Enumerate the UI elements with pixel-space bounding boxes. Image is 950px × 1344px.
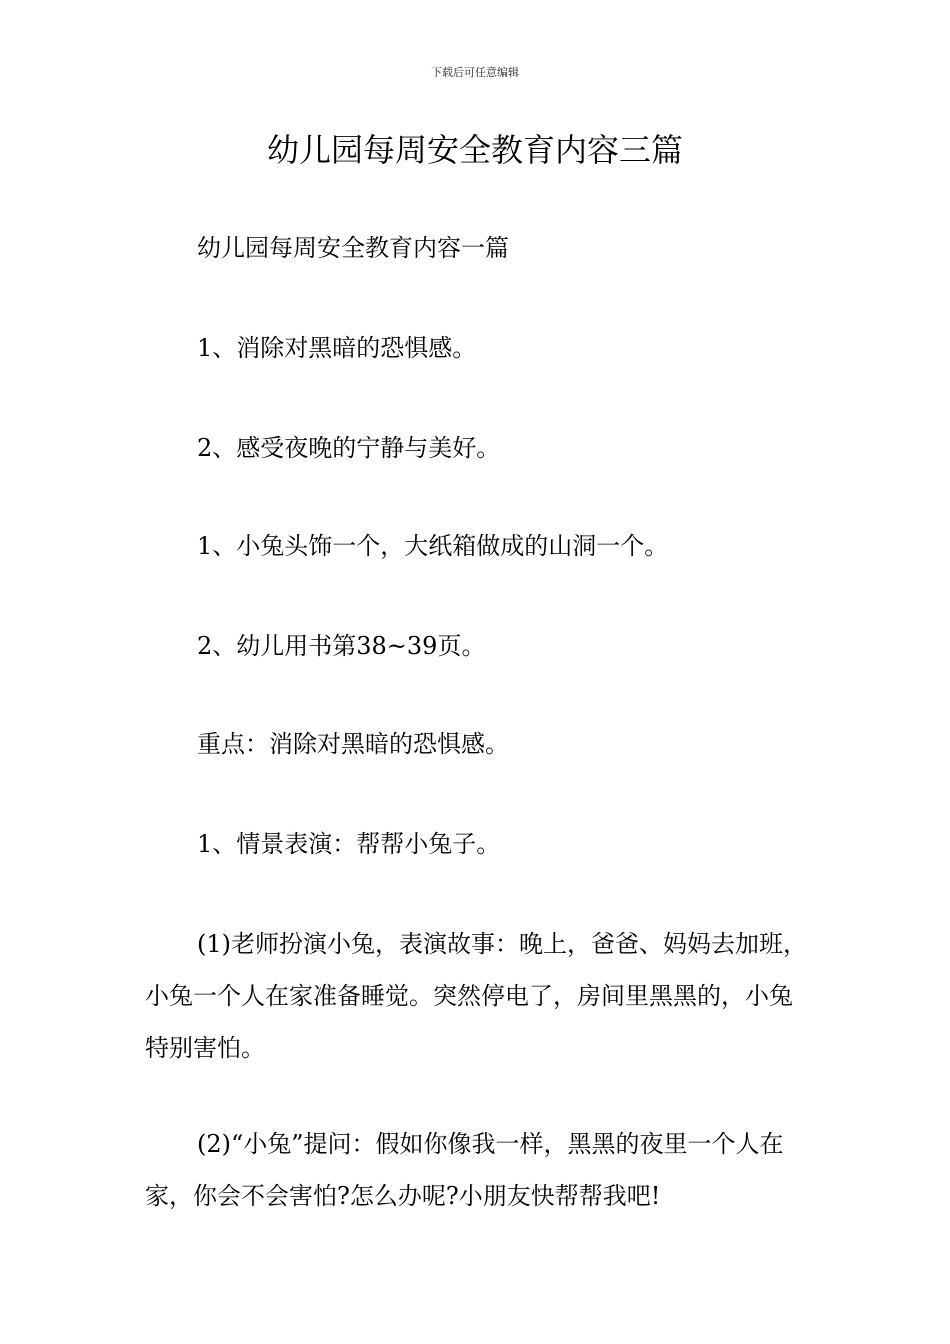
document-title: 幼儿园每周安全教育内容三篇 xyxy=(266,131,683,169)
paragraph-key-point: 重点：消除对黑暗的恐惧感。 xyxy=(197,730,509,758)
section-heading: 幼儿园每周安全教育内容一篇 xyxy=(197,234,509,262)
paragraph-goal-2: 2、感受夜晚的宁静与美好。 xyxy=(197,434,501,462)
paragraph-goal-1: 1、消除对黑暗的恐惧感。 xyxy=(197,334,477,362)
paragraph-question: (2)“小兔”提问：假如你像我一样，黑黑的夜里一个人在家，你会不会害怕?怎么办呢?小朋友快帮帮我吧! xyxy=(145,1130,784,1210)
paragraph-activity-1: 1、情景表演：帮帮小兔子。 xyxy=(197,830,501,858)
paragraph-material-2: 2、幼儿用书第38~39页。 xyxy=(197,632,486,660)
paragraph-story: (1)老师扮演小兔，表演故事：晚上，爸爸、妈妈去加班，小兔一个人在家准备睡觉。突然停电了，房间里黑黑的，小兔特别害怕。 xyxy=(145,930,807,1062)
paragraph-material-1: 1、小兔头饰一个，大纸箱做成的山洞一个。 xyxy=(197,532,669,560)
header-note: 下载后可任意编辑 xyxy=(431,66,519,79)
